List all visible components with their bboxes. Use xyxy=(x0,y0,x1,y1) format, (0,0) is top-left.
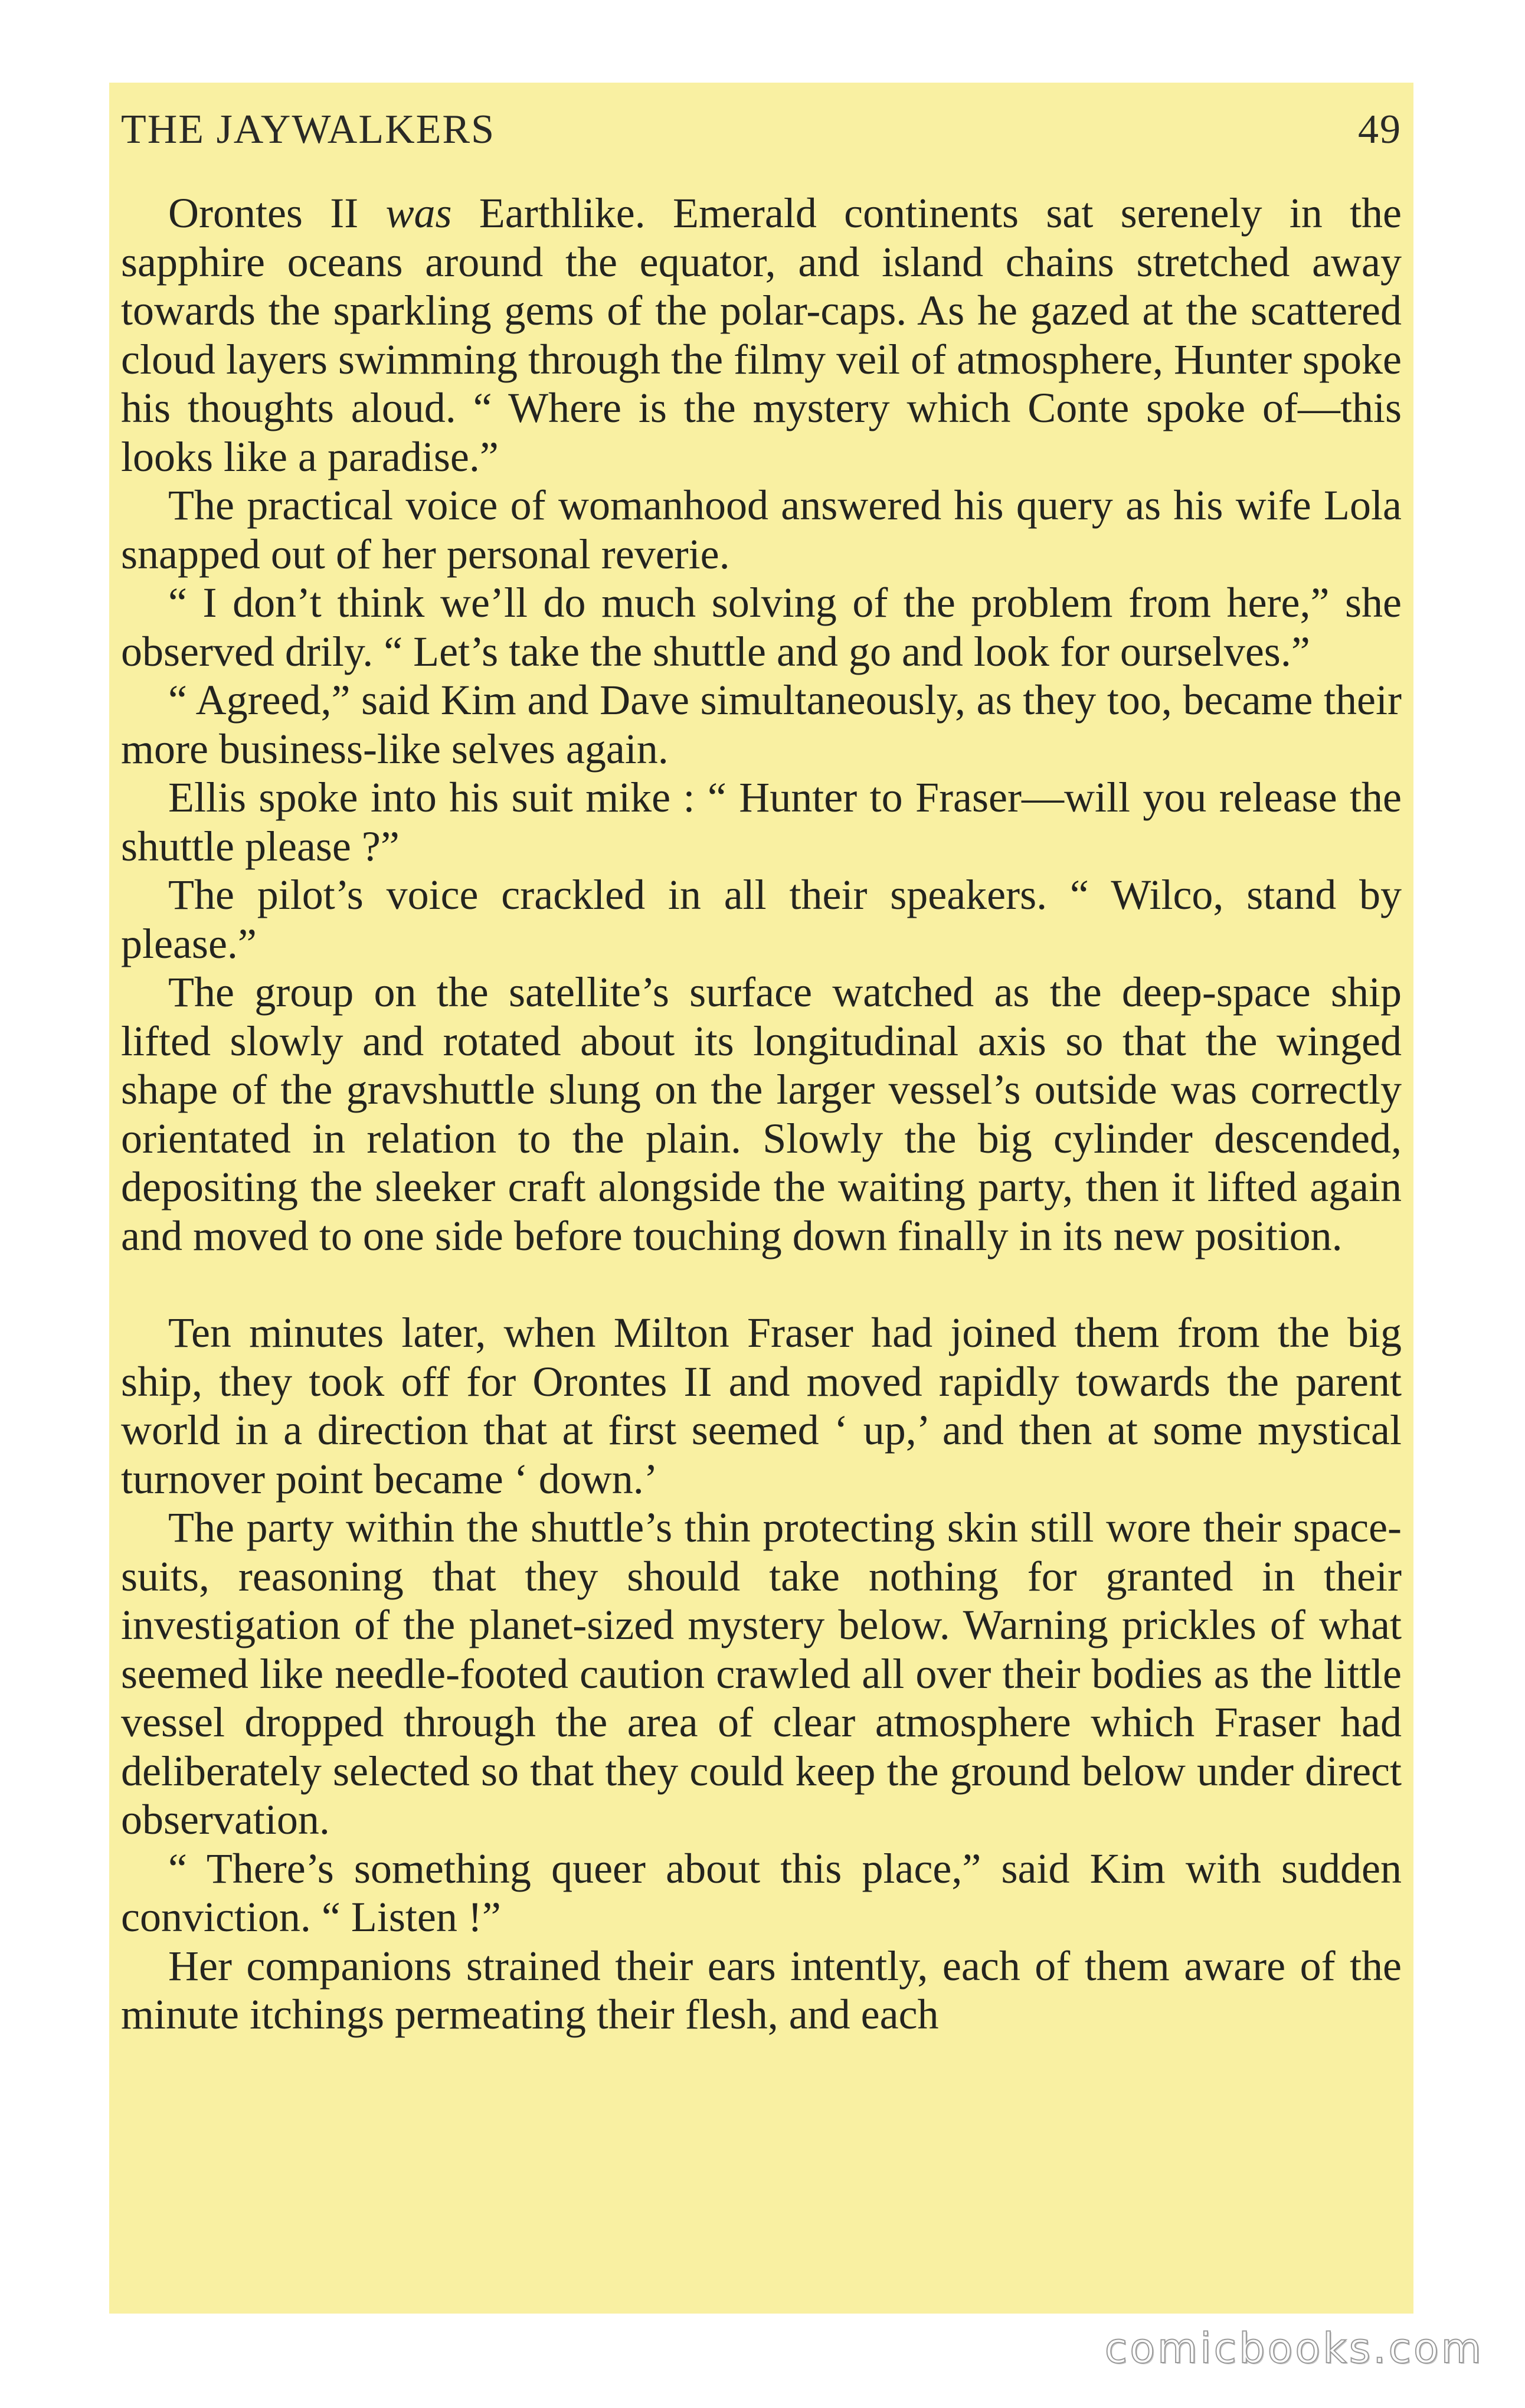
paragraph: Her companions strained their ears intently, each of them aware of the minute itchings permeating their flesh, and each xyxy=(121,1942,1402,2038)
paragraph: Ten minutes later, when Milton Fraser had joined them from the big ship, they took off for Orontes II and moved rapidly towards the parent world in a direction that at first seemed ‘ up,’ and then at some mystical turnover point became ‘ down.’ xyxy=(121,1309,1402,1503)
paragraph-text: Orontes II xyxy=(168,189,386,237)
paragraph: The party within the shuttle’s thin protecting skin still wore their space-suits, reasoning that they should take nothing for granted in their investigation of the planet-sized mystery below. Warning prickles of what seemed like needle-footed caution crawled all over their bodies as the little vessel dropped through the area of clear atmosphere which Fraser had deliberately selected so that they could keep the ground below under direct observation. xyxy=(121,1504,1402,1843)
watermark: comicbooks.com xyxy=(1104,2324,1484,2373)
paragraph: “ I don’t think we’ll do much solving of the problem from here,” she observed drily. “ Let’s take the shuttle and go and look for ourselves.” xyxy=(121,579,1402,675)
book-page xyxy=(109,83,1413,2314)
paragraph xyxy=(121,189,1402,481)
paragraph: “ Agreed,” said Kim and Dave simultaneously, as they too, became their more business-like selves again. xyxy=(121,676,1402,773)
page-number: 49 xyxy=(1358,107,1402,152)
paragraph: The pilot’s voice crackled in all their speakers. “ Wilco, stand by please.” xyxy=(121,871,1402,967)
body-text xyxy=(121,189,1402,2039)
running-title: THE JAYWALKERS xyxy=(121,107,496,152)
paragraph: The practical voice of womanhood answered his query as his wife Lola snapped out of her personal reverie. xyxy=(121,482,1402,578)
paragraph: “ There’s something queer about this place,” said Kim with sudden conviction. “ Listen !” xyxy=(121,1844,1402,1941)
paragraph: The group on the satellite’s surface watched as the deep-space ship lifted slowly and rotated about its longitudinal axis so that the winged shape of the gravshuttle slung on the larger vessel’s outside was correctly orientated in relation to the plain. Slowly the big cylinder descended, depositing the sleeker craft alongside the waiting party, then it lifted again and moved to one side before touching down finally in its new position. xyxy=(121,969,1402,1259)
emphasis-text: was xyxy=(385,189,452,237)
paragraph-text: Earthlike. Emerald continents sat serenely in the sapphire oceans around the equator, and island chains stretched away towards the sparkling gems of the polar-caps. As he gazed at the scattered cloud layers swimming through the filmy veil of atmosphere, Hunter spoke his thoughts aloud. “ Where is the mystery which Conte spoke of—this looks like a paradise.” xyxy=(121,189,1402,480)
section-break xyxy=(121,1260,1402,1308)
paragraph: Ellis spoke into his suit mike : “ Hunter to Fraser—will you release the shuttle please ?” xyxy=(121,774,1402,870)
running-header xyxy=(121,106,1402,165)
